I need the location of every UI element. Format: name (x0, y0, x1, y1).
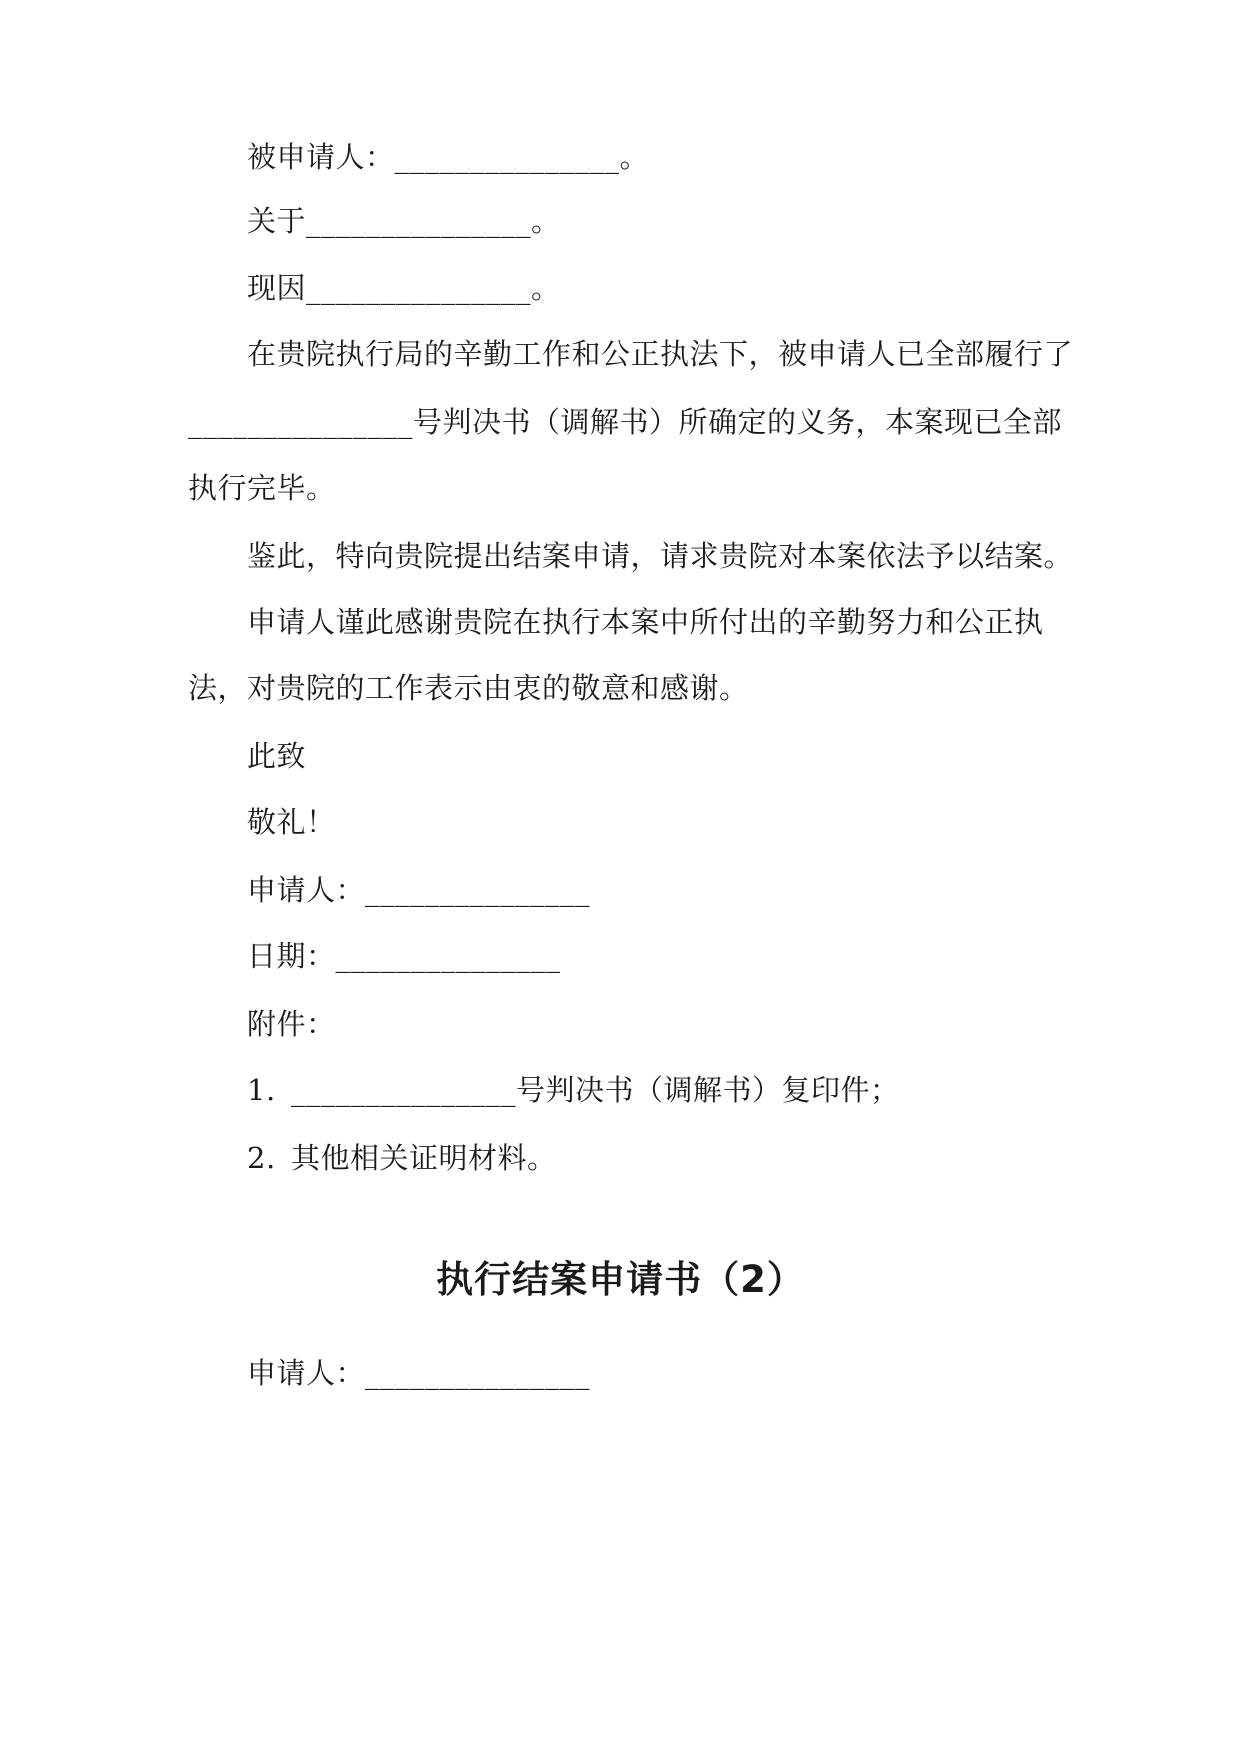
attachments-label: 附件： (247, 1007, 336, 1041)
regarding-line: 关于_______________。 (247, 204, 561, 238)
closing-regards: 敬礼！ (247, 805, 336, 839)
execution-paragraph-line-2: _______________号判决书（调解书）所确定的义务，本案现已全部 (188, 405, 1063, 439)
request-paragraph: 鉴此，特向贵院提出结案申请，请求贵院对本案依法予以结案。 (247, 539, 1074, 573)
respondent-line: 被申请人：_______________。 (247, 140, 650, 174)
attachment-number: 1. (247, 1073, 276, 1107)
attachment-text: 其他相关证明材料。 (291, 1141, 557, 1175)
attachment-item (247, 1138, 557, 1178)
attachment-text: _______________号判决书（调解书）复印件； (291, 1073, 900, 1107)
section-title: 执行结案申请书（2） (436, 1258, 805, 1301)
execution-paragraph-line-3: 执行完毕。 (188, 471, 336, 505)
thanks-paragraph-line-1: 申请人谨此感谢贵院在执行本案中所付出的辛勤努力和公正执 (247, 605, 1044, 639)
reason-line: 现因_______________。 (247, 271, 561, 305)
thanks-paragraph-line-2: 法，对贵院的工作表示由衷的敬意和感谢。 (188, 671, 749, 705)
applicant-line: 申请人：_______________ (247, 873, 591, 907)
section2-applicant-line: 申请人：_______________ (247, 1356, 591, 1390)
attachment-number: 2. (247, 1141, 276, 1175)
date-line: 日期：_______________ (247, 939, 561, 973)
closing-salutation: 此致 (247, 739, 307, 773)
attachment-item (247, 1070, 900, 1110)
execution-paragraph-line-1: 在贵院执行局的辛勤工作和公正执法下，被申请人已全部履行了 (247, 337, 1074, 371)
